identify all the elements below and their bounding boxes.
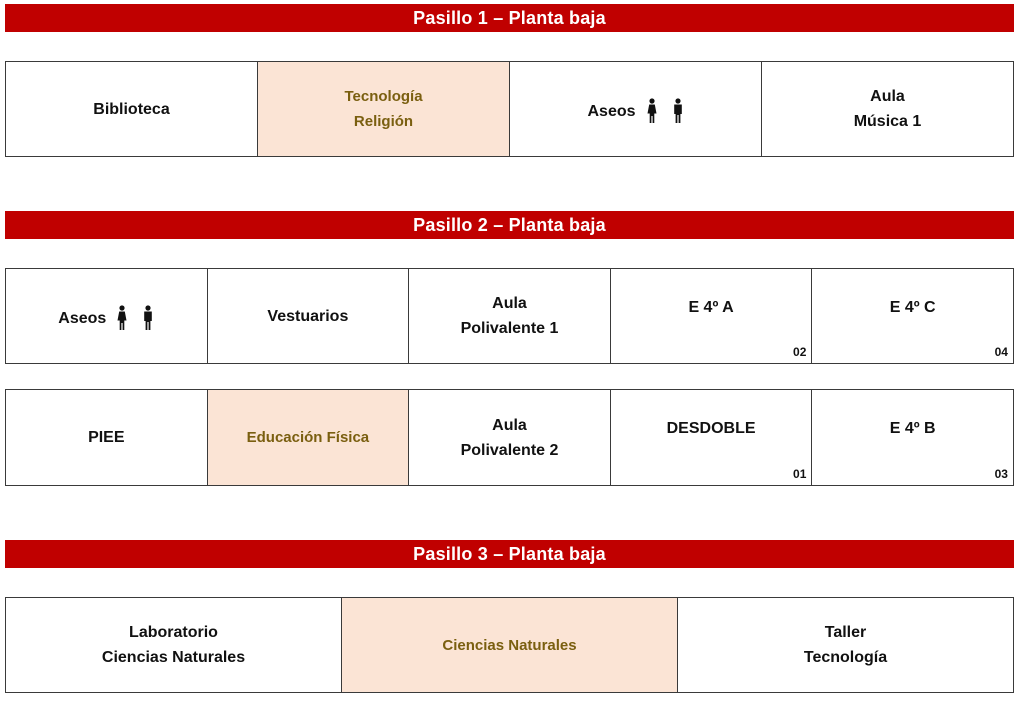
pasillo-3-title: Pasillo 3 – Planta baja: [413, 543, 606, 564]
room-e4a: [611, 269, 813, 363]
pasillo-2-rooms-row-2: [5, 389, 1014, 486]
pasillo-3-rooms: [5, 597, 1014, 693]
room-label-line1: Aula: [492, 416, 527, 434]
man-icon: [672, 98, 684, 124]
room-biblioteca: [6, 62, 258, 156]
room-label-line1: Aula: [870, 88, 905, 105]
room-label: Vestuarios: [267, 307, 349, 325]
room-label-line2: Religión: [353, 113, 414, 130]
room-educacion-fisica: [208, 390, 410, 485]
room-taller-tecnologia: [678, 598, 1013, 692]
room-label: Aseos: [58, 309, 107, 327]
room-label: Ciencias Naturales: [442, 636, 577, 654]
room-aula-musica-1: [762, 62, 1013, 156]
pasillo-1-rooms: [5, 61, 1014, 157]
room-code: 03: [994, 467, 1008, 481]
room-aseos: [6, 269, 208, 363]
room-code: 01: [793, 467, 807, 481]
room-label: PIEE: [88, 429, 125, 446]
room-label-line2: Tecnología: [803, 649, 888, 666]
room-e4c: [812, 269, 1013, 363]
woman-icon: [646, 98, 658, 124]
room-aseos: [510, 62, 762, 156]
man-icon: [142, 305, 154, 331]
room-label: E 4º B: [889, 420, 936, 437]
pasillo-1-title: Pasillo 1 – Planta baja: [413, 7, 606, 28]
pasillo-2-title: Pasillo 2 – Planta baja: [413, 214, 606, 235]
room-label: E 4º C: [889, 299, 936, 316]
pasillo-3-header: [5, 540, 1014, 568]
room-tecnologia-religion: [258, 62, 510, 156]
room-label: Biblioteca: [93, 100, 170, 118]
room-vestuarios: [208, 269, 410, 363]
room-label-line1: Taller: [824, 624, 867, 641]
room-label-line2: Polivalente 1: [460, 320, 559, 337]
room-laboratorio-ciencias-naturales: [6, 598, 342, 692]
pasillo-2-rooms-row-1: [5, 268, 1014, 364]
room-label-line2: Música 1: [853, 113, 922, 130]
room-desdoble: [611, 390, 813, 485]
pasillo-1-header: [5, 4, 1014, 32]
room-label: E 4º A: [688, 299, 734, 316]
room-label-line2: Ciencias Naturales: [101, 649, 246, 666]
room-label-line1: Tecnología: [344, 88, 423, 105]
room-aula-polivalente-2: [409, 390, 611, 485]
room-code: 04: [994, 345, 1008, 359]
room-label: Aseos: [587, 102, 636, 120]
room-label-line2: Polivalente 2: [460, 441, 559, 459]
room-aula-polivalente-1: [409, 269, 611, 363]
woman-icon: [116, 305, 128, 331]
room-label: DESDOBLE: [666, 420, 756, 437]
room-piee: [6, 390, 208, 485]
pasillo-2-header: [5, 211, 1014, 239]
room-label-line1: Aula: [492, 295, 527, 312]
room-e4b: [812, 390, 1013, 485]
room-code: 02: [793, 345, 807, 359]
room-ciencias-naturales: [342, 598, 678, 692]
room-label-line1: Laboratorio: [129, 624, 218, 641]
room-label: Educación Física: [246, 429, 370, 446]
